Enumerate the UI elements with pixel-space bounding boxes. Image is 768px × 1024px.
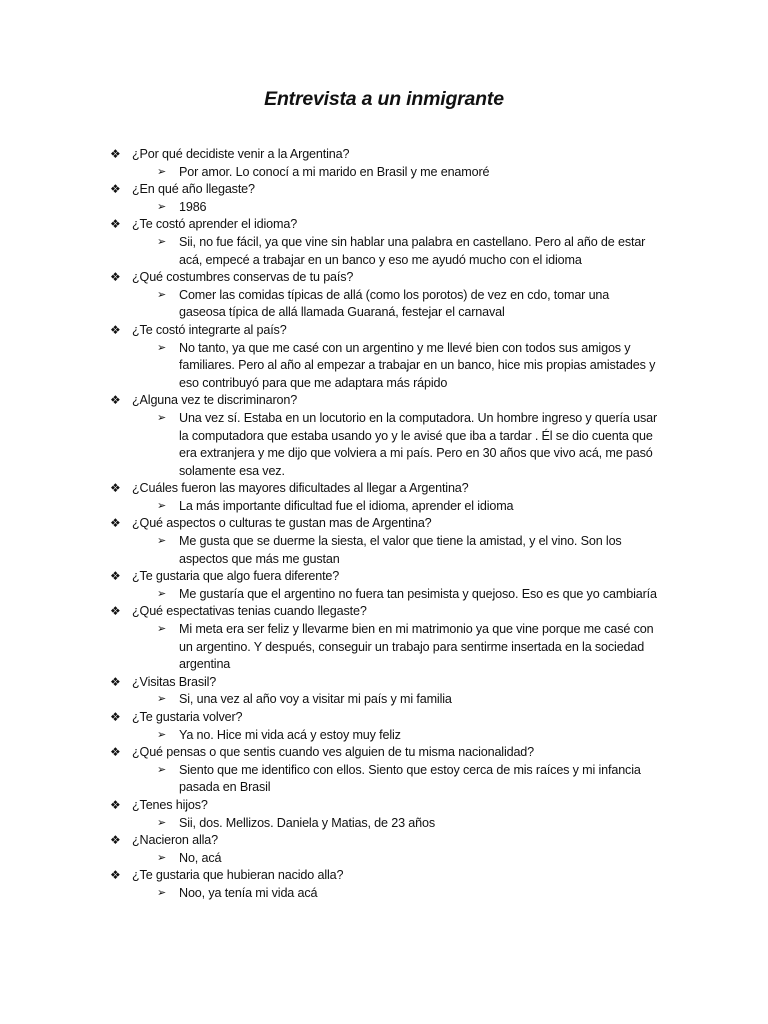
- answer-row: [0, 498, 659, 516]
- answer-text: Ya no. Hice mi vida acá y estoy muy feliz: [179, 727, 401, 742]
- question-text: ¿Qué costumbres conservas de tu país?: [132, 270, 354, 285]
- arrow-bullet-icon: ➢: [157, 411, 167, 424]
- interview-item: [0, 867, 768, 902]
- answer-text: Mi meta era ser feliz y llevarme bien en mi matrimonio ya que vine porque me casé con un argentino. Y después, conseguir un trabajo para sentirme insertada en la sociedad argentina: [179, 622, 654, 672]
- diamond-bullet-icon: ❖: [110, 833, 121, 848]
- answer-row: [0, 234, 659, 269]
- answer-row: [0, 410, 659, 480]
- question-row: [0, 832, 662, 850]
- diamond-bullet-icon: ❖: [110, 322, 121, 337]
- interview-item: [0, 181, 768, 216]
- interview-item: [0, 392, 768, 480]
- interview-item: [0, 744, 768, 797]
- answer-text: Sii, no fue fácil, ya que vine sin hablar una palabra en castellano. Pero al año de estar acá, empecé a trabajar en un banco y eso me ayudó mucho con el idioma: [179, 234, 646, 267]
- answer-row: [0, 815, 659, 833]
- diamond-bullet-icon: ❖: [110, 481, 121, 496]
- answer-row: [0, 621, 659, 674]
- arrow-bullet-icon: ➢: [157, 816, 167, 829]
- interview-item: [0, 515, 768, 568]
- diamond-bullet-icon: ❖: [110, 147, 121, 161]
- question-row: [0, 322, 662, 340]
- answer-row: [0, 199, 659, 217]
- diamond-bullet-icon: ❖: [110, 710, 121, 724]
- question-text: ¿Te gustaria que hubieran nacido alla?: [132, 868, 344, 883]
- arrow-bullet-icon: ➢: [157, 623, 167, 636]
- diamond-bullet-icon: ❖: [110, 745, 121, 760]
- answer-text: Me gusta que se duerme la siesta, el valor que tiene la amistad, y el vino. Son los aspectos que más me gustan: [179, 534, 622, 566]
- interview-item: [0, 603, 768, 673]
- interview-item: [0, 568, 768, 603]
- diamond-bullet-icon: ❖: [110, 516, 121, 531]
- diamond-bullet-icon: ❖: [110, 182, 121, 197]
- arrow-bullet-icon: ➢: [157, 763, 167, 776]
- question-row: [0, 181, 662, 199]
- arrow-bullet-icon: ➢: [157, 535, 167, 548]
- question-text: ¿Qué espectativas tenias cuando llegaste?: [132, 604, 367, 619]
- arrow-bullet-icon: ➢: [157, 728, 167, 741]
- answer-text: La más importante dificultad fue el idioma, aprender el idioma: [179, 498, 514, 513]
- diamond-bullet-icon: ❖: [110, 270, 121, 285]
- answer-text: Siento que me identifico con ellos. Siento que estoy cerca de mis raíces y mi infancia pasada en Brasil: [179, 762, 641, 795]
- diamond-bullet-icon: ❖: [110, 868, 121, 883]
- interview-item: [0, 216, 768, 269]
- diamond-bullet-icon: ❖: [110, 393, 121, 408]
- answer-text: Si, una vez al año voy a visitar mi país y mi familia: [179, 692, 452, 707]
- diamond-bullet-icon: ❖: [110, 604, 121, 619]
- answer-row: [0, 164, 659, 182]
- answer-text: Me gustaría que el argentino no fuera tan pesimista y quejoso. Eso es que yo cambiaría: [179, 586, 657, 601]
- arrow-bullet-icon: ➢: [157, 851, 167, 864]
- question-row: [0, 269, 662, 287]
- answer-text: Comer las comidas típicas de allá (como los porotos) de vez en cdo, tomar una gaseosa típica de allá llamada Guaraná, festejar el carnaval: [179, 287, 610, 320]
- question-row: [0, 568, 662, 586]
- answer-text: 1986: [179, 199, 207, 214]
- diamond-bullet-icon: ❖: [110, 674, 121, 689]
- arrow-bullet-icon: ➢: [157, 165, 167, 178]
- question-text: ¿Qué pensas o que sentis cuando ves alguien de tu misma nacionalidad?: [132, 745, 535, 760]
- question-row: [0, 674, 662, 692]
- question-text: ¿Alguna vez te discriminaron?: [132, 393, 298, 408]
- question-row: [0, 867, 662, 885]
- interview-list: [0, 146, 768, 903]
- interview-item: [0, 480, 768, 515]
- question-text: ¿Tenes hijos?: [132, 797, 208, 812]
- arrow-bullet-icon: ➢: [157, 288, 167, 301]
- diamond-bullet-icon: ❖: [110, 797, 121, 812]
- answer-row: [0, 287, 659, 322]
- answer-text: No, acá: [179, 850, 222, 865]
- question-row: [0, 392, 662, 410]
- answer-row: [0, 885, 659, 903]
- interview-item: [0, 709, 768, 744]
- answer-row: [0, 586, 659, 604]
- interview-item: [0, 269, 768, 322]
- question-text: ¿Visitas Brasil?: [132, 674, 217, 689]
- question-row: [0, 744, 662, 762]
- interview-item: [0, 832, 768, 867]
- question-text: ¿Nacieron alla?: [132, 833, 218, 848]
- arrow-bullet-icon: ➢: [157, 341, 167, 354]
- question-row: [0, 603, 662, 621]
- question-text: ¿Te gustaria que algo fuera diferente?: [132, 569, 340, 584]
- question-text: ¿Te gustaria volver?: [132, 710, 243, 724]
- question-row: [0, 797, 662, 815]
- question-text: ¿Qué aspectos o culturas te gustan mas de Argentina?: [132, 516, 432, 531]
- arrow-bullet-icon: ➢: [157, 587, 167, 600]
- question-row: [0, 146, 662, 164]
- arrow-bullet-icon: ➢: [157, 200, 167, 213]
- answer-row: [0, 850, 659, 868]
- question-row: [0, 515, 662, 533]
- question-text: ¿Te costó aprender el idioma?: [132, 217, 298, 232]
- interview-item: [0, 674, 768, 709]
- interview-item: [0, 322, 768, 392]
- question-text: ¿Te costó integrarte al país?: [132, 322, 287, 337]
- answer-row: [0, 727, 659, 745]
- arrow-bullet-icon: ➢: [157, 235, 167, 248]
- question-row: [0, 709, 662, 727]
- arrow-bullet-icon: ➢: [157, 886, 167, 899]
- answer-row: [0, 691, 659, 709]
- answer-row: [0, 340, 659, 393]
- interview-item: [0, 797, 768, 832]
- answer-row: [0, 533, 659, 568]
- arrow-bullet-icon: ➢: [157, 499, 167, 512]
- interview-item: [0, 146, 768, 181]
- answer-text: Sii, dos. Mellizos. Daniela y Matias, de 23 años: [179, 815, 435, 830]
- question-row: [0, 216, 662, 234]
- arrow-bullet-icon: ➢: [157, 693, 167, 706]
- answer-text: Noo, ya tenía mi vida acá: [179, 885, 318, 900]
- question-row: [0, 480, 662, 498]
- page-title: Entrevista a un inmigrante: [264, 88, 504, 110]
- diamond-bullet-icon: ❖: [110, 217, 121, 232]
- answer-row: [0, 762, 659, 797]
- answer-text: Una vez sí. Estaba en un locutorio en la computadora. Un hombre ingreso y quería usar la computadora que estaba usando yo y le avisé que iba a tardar . Él se dio cuenta que era extranjera y me dijo que volviera a mi país. Pero en 30 años que vivo acá, me pasó solamente esa vez.: [179, 410, 657, 478]
- question-text: ¿Cuáles fueron las mayores dificultades al llegar a Argentina?: [132, 481, 469, 496]
- question-text: ¿Por qué decidiste venir a la Argentina?: [132, 147, 350, 161]
- answer-text: Por amor. Lo conocí a mi marido en Brasil y me enamoré: [179, 164, 490, 179]
- answer-text: No tanto, ya que me casé con un argentino y me llevé bien con todos sus amigos y familiares. Pero al año al empezar a trabajar en un banco, hice mis propias amistades y eso contribuyó para que me adaptara más rápido: [179, 340, 656, 390]
- diamond-bullet-icon: ❖: [110, 569, 121, 584]
- question-text: ¿En qué año llegaste?: [132, 182, 255, 197]
